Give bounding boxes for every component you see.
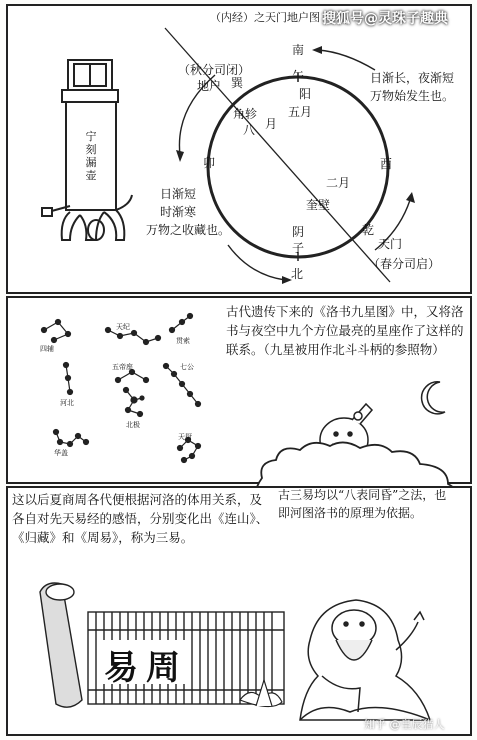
label-zi: 子 [292,241,305,255]
label-wu: 午 [292,69,305,83]
clepsydra-label: 宁刻漏壶 [85,130,97,182]
diagram-title: （内经）之天门地户图 [210,11,320,24]
label-yin: 阴 [292,225,305,239]
star-label-huagai: 华盖 [54,449,68,457]
label-yang: 阳 [299,87,312,101]
star-label-beiji: 北极 [126,421,140,429]
scroll-char-zhou: 周 [146,648,180,688]
label-autumn: （秋分司闭） [178,63,251,77]
label-xun: 巽 [231,76,244,90]
label-month: 月 [265,117,278,131]
label-south: 南 [292,43,305,57]
right-note-line1: 日渐长，夜渐短 [370,71,455,85]
three-yi-description: 这以后夏商周各代便根据河洛的体用关系，及各自对先天易经的感悟，分别变化出《连山》、《归藏》和《周易》，称为三易。 [12,492,269,545]
scroll-char-yi: 易 [104,648,138,688]
left-note-line1: 日渐短 [160,187,197,201]
star-label-tianchu: 天厨 [178,433,192,441]
label-jiaozhen: 角轸 [233,107,258,121]
label-kuibi: 奎壁 [306,198,331,212]
label-east: 卯 [203,156,216,170]
star-label-qigong: 七公 [180,363,194,371]
watermark-bottom: 知乎 @皇辰猎人 [364,718,445,731]
star-label-sifu: 四辅 [40,345,54,353]
bubble-text: 古三易均以“八表同昏”之法，也即河图洛书的原理为依据。 [278,488,447,520]
sage-figure [300,600,430,720]
label-north: 北 [291,267,304,281]
star-label-tianji: 天纪 [116,323,130,331]
label-spring: （春分司启） [368,257,441,271]
label-west: 酉 [380,157,393,171]
luoshu-description: 古代遗传下来的《洛书九星图》中，又将洛书与夜空中九个方位最亮的星座作了这样的联系。（九星被用作北斗斗柄的参照物） [226,304,464,357]
star-label-wudizuo: 五帝座 [112,363,133,371]
label-eight: 八 [243,123,256,137]
star-label-hebei: 河北 [60,399,74,407]
label-tianmen: 天门 [378,237,403,251]
label-qian: 乾 [362,223,375,237]
label-dihu: 地户 [197,79,222,93]
star-label-guansuo: 贯索 [176,337,190,345]
left-note-line3: 万物之收藏也。 [146,223,231,237]
right-note-line2: 万物始发生也。 [370,89,455,103]
label-feb: 二月 [326,176,351,190]
left-note-line2: 时渐寒 [160,205,197,219]
label-may: 五月 [288,105,313,119]
watermark-top: 搜狐号@灵珠子趣典 [322,11,448,27]
